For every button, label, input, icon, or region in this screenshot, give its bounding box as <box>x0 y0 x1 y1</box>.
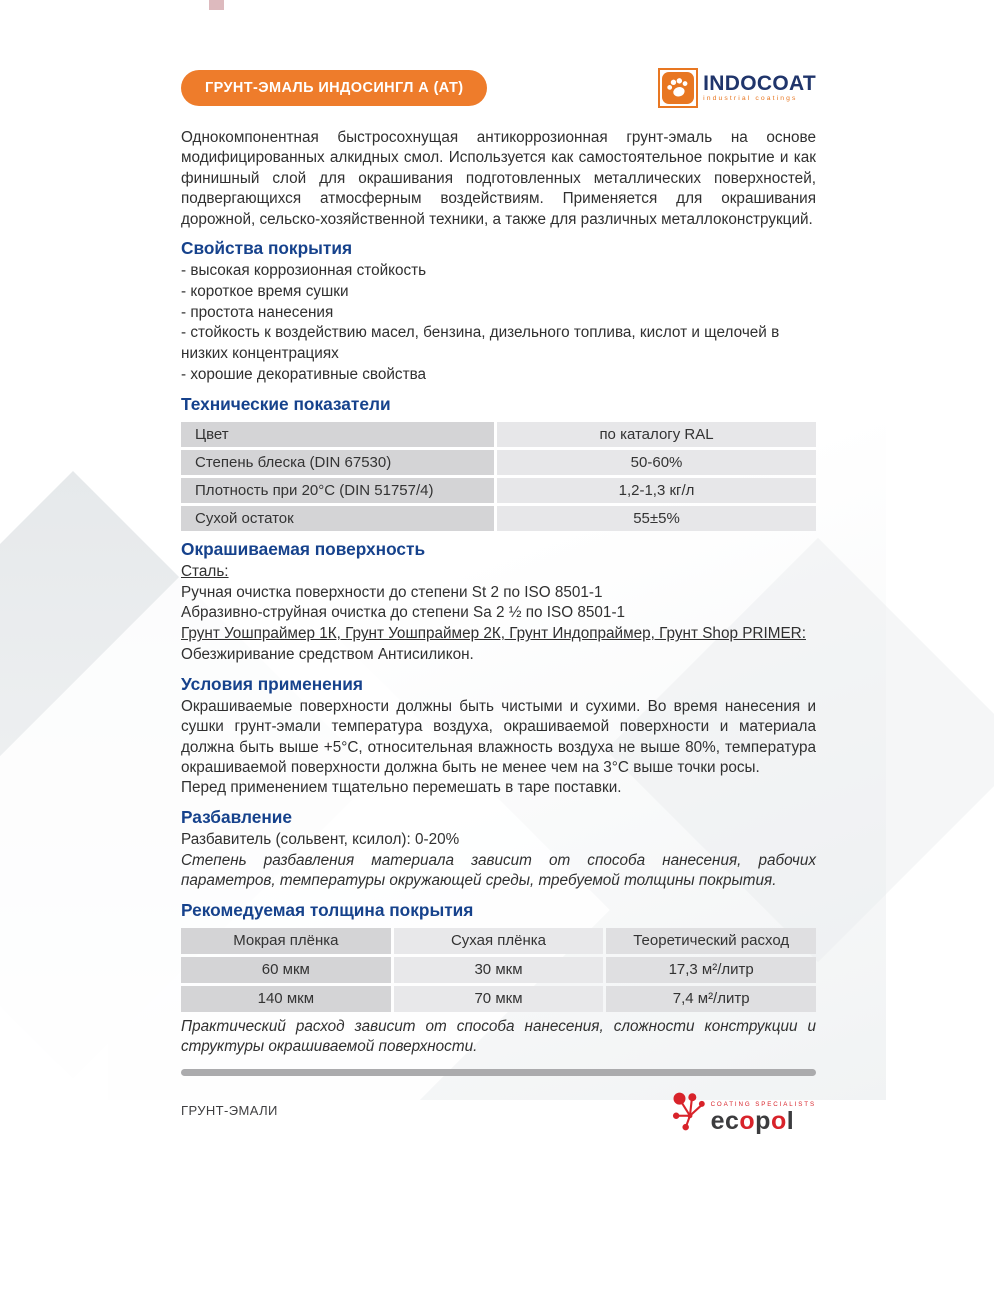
brand-text <box>703 74 816 102</box>
heading-conditions: Условия применения <box>181 673 363 694</box>
table-cell-value: 55±5% <box>497 506 816 531</box>
table-cell-value: 50-60% <box>497 450 816 475</box>
property-item: - высокая коррозионная стойкость <box>181 262 427 280</box>
table-data-cell: 140 мкм <box>181 986 391 1012</box>
property-item: - короткое время сушки <box>181 282 349 300</box>
surface-line: Абразивно-струйная очистка до степени Sa 2 ½ по ISO 8501-1 <box>181 604 626 622</box>
indocoat-logo <box>658 68 816 108</box>
surface-line: Ручная очистка поверхности до степени St 2 по ISO 8501-1 <box>181 583 603 601</box>
surface-primers-label: Грунт Уошпраймер 1К, Грунт Уошпраймер 2К, Грунт Индопраймер, Грунт Shop PRIMER: <box>181 625 806 643</box>
datasheet-page <box>108 0 886 1135</box>
table-cell-value: 1,2-1,3 кг/л <box>497 478 816 503</box>
property-item: - стойкость к воздействию масел, бензина, дизельного топлива, кислот и щелочей в низких концентрациях <box>181 324 780 363</box>
table-cell-label: Цвет <box>181 422 494 447</box>
table-data-cell: 70 мкм <box>394 986 604 1012</box>
brand-name: INDOCOAT <box>703 72 816 95</box>
technical-table <box>181 422 816 531</box>
heading-dilution: Разбавление <box>181 807 292 828</box>
table-data-cell: 17,3 м²/литр <box>606 957 816 983</box>
table-cell-value: по каталогу RAL <box>497 422 816 447</box>
ecopol-molecule-icon <box>670 1090 708 1132</box>
ecopol-logo <box>670 1090 816 1135</box>
property-item: - простота нанесения <box>181 303 334 321</box>
paw-icon <box>658 68 698 108</box>
table-header-cell: Сухая плёнка <box>394 928 604 954</box>
intro-paragraph: Однокомпонентная быстросохнущая антикоррозионная грунт-эмаль на основе модифицированных алкидных смол. Используется как самостоятельное покрытие и как финишный слой для окрашивания подготовленных металлических поверхностей, подвергающихся атмосферным воздействиям. Применяется для окрашивания дорожной, сельско-хозяйственной техники, а также для различных металлоконструкций. <box>181 129 816 228</box>
table-data-cell: 60 мкм <box>181 957 391 983</box>
heading-surface: Окрашиваемая поверхность <box>181 538 426 559</box>
property-item: - хорошие декоративные свойства <box>181 366 427 384</box>
table-cell-label: Степень блеска (DIN 67530) <box>181 450 494 475</box>
ecopol-tagline: COATING SPECIALISTS <box>710 1100 816 1108</box>
table-data-cell: 30 мкм <box>394 957 604 983</box>
dilution-line: Разбавитель (сольвент, ксилол): 0-20% <box>181 831 460 849</box>
dilution-italic-note: Степень разбавления материала зависит от способа нанесения, рабочих параметров, температуры окружающей среды, требуемой толщины покрытия. <box>181 852 816 890</box>
ecopol-text <box>710 1100 816 1135</box>
heading-technical: Технические показатели <box>181 393 391 414</box>
conditions-note: Перед применением тщательно перемешать в таре поставки. <box>181 779 622 797</box>
page-header <box>181 70 816 108</box>
footer-divider <box>181 1069 816 1076</box>
brand-tagline: industrial coatings <box>703 95 798 102</box>
table-header-cell: Теоретический расход <box>606 928 816 954</box>
heading-properties: Свойства покрытия <box>181 238 353 259</box>
ecopol-name: ecopol <box>710 1106 795 1135</box>
thickness-table <box>181 928 816 1012</box>
product-title-badge: ГРУНТ-ЭМАЛЬ ИНДОСИНГЛ А (АТ) <box>181 70 487 106</box>
page-content <box>108 0 886 1135</box>
table-header-cell: Мокрая плёнка <box>181 928 391 954</box>
heading-thickness: Рекомедуемая толщина покрытия <box>181 899 474 920</box>
surface-steel-label: Сталь: <box>181 562 229 580</box>
conditions-paragraph: Окрашиваемые поверхности должны быть чистыми и сухими. Во время нанесения и сушки грунт-эмали температура воздуха, окрашиваемой поверхности и материала должна быть выше +5°С, относительная влажность воздуха не выше 80%, температура окрашиваемой поверхности должна быть не менее чем на 3°С выше точки росы. <box>181 697 816 777</box>
footer-category-label: ГРУНТ-ЭМАЛИ <box>181 1103 278 1119</box>
thickness-note: Практический расход зависит от способа нанесения, сложности конструкции и структуры окрашиваемой поверхности. <box>181 1017 816 1056</box>
surface-degrease-line: Обезжиривание средством Антисиликон. <box>181 646 474 663</box>
table-data-cell: 7,4 м²/литр <box>606 986 816 1012</box>
table-cell-label: Плотность при 20°C (DIN 51757/4) <box>181 478 494 503</box>
table-cell-label: Сухой остаток <box>181 506 494 531</box>
page-footer <box>181 1090 816 1135</box>
